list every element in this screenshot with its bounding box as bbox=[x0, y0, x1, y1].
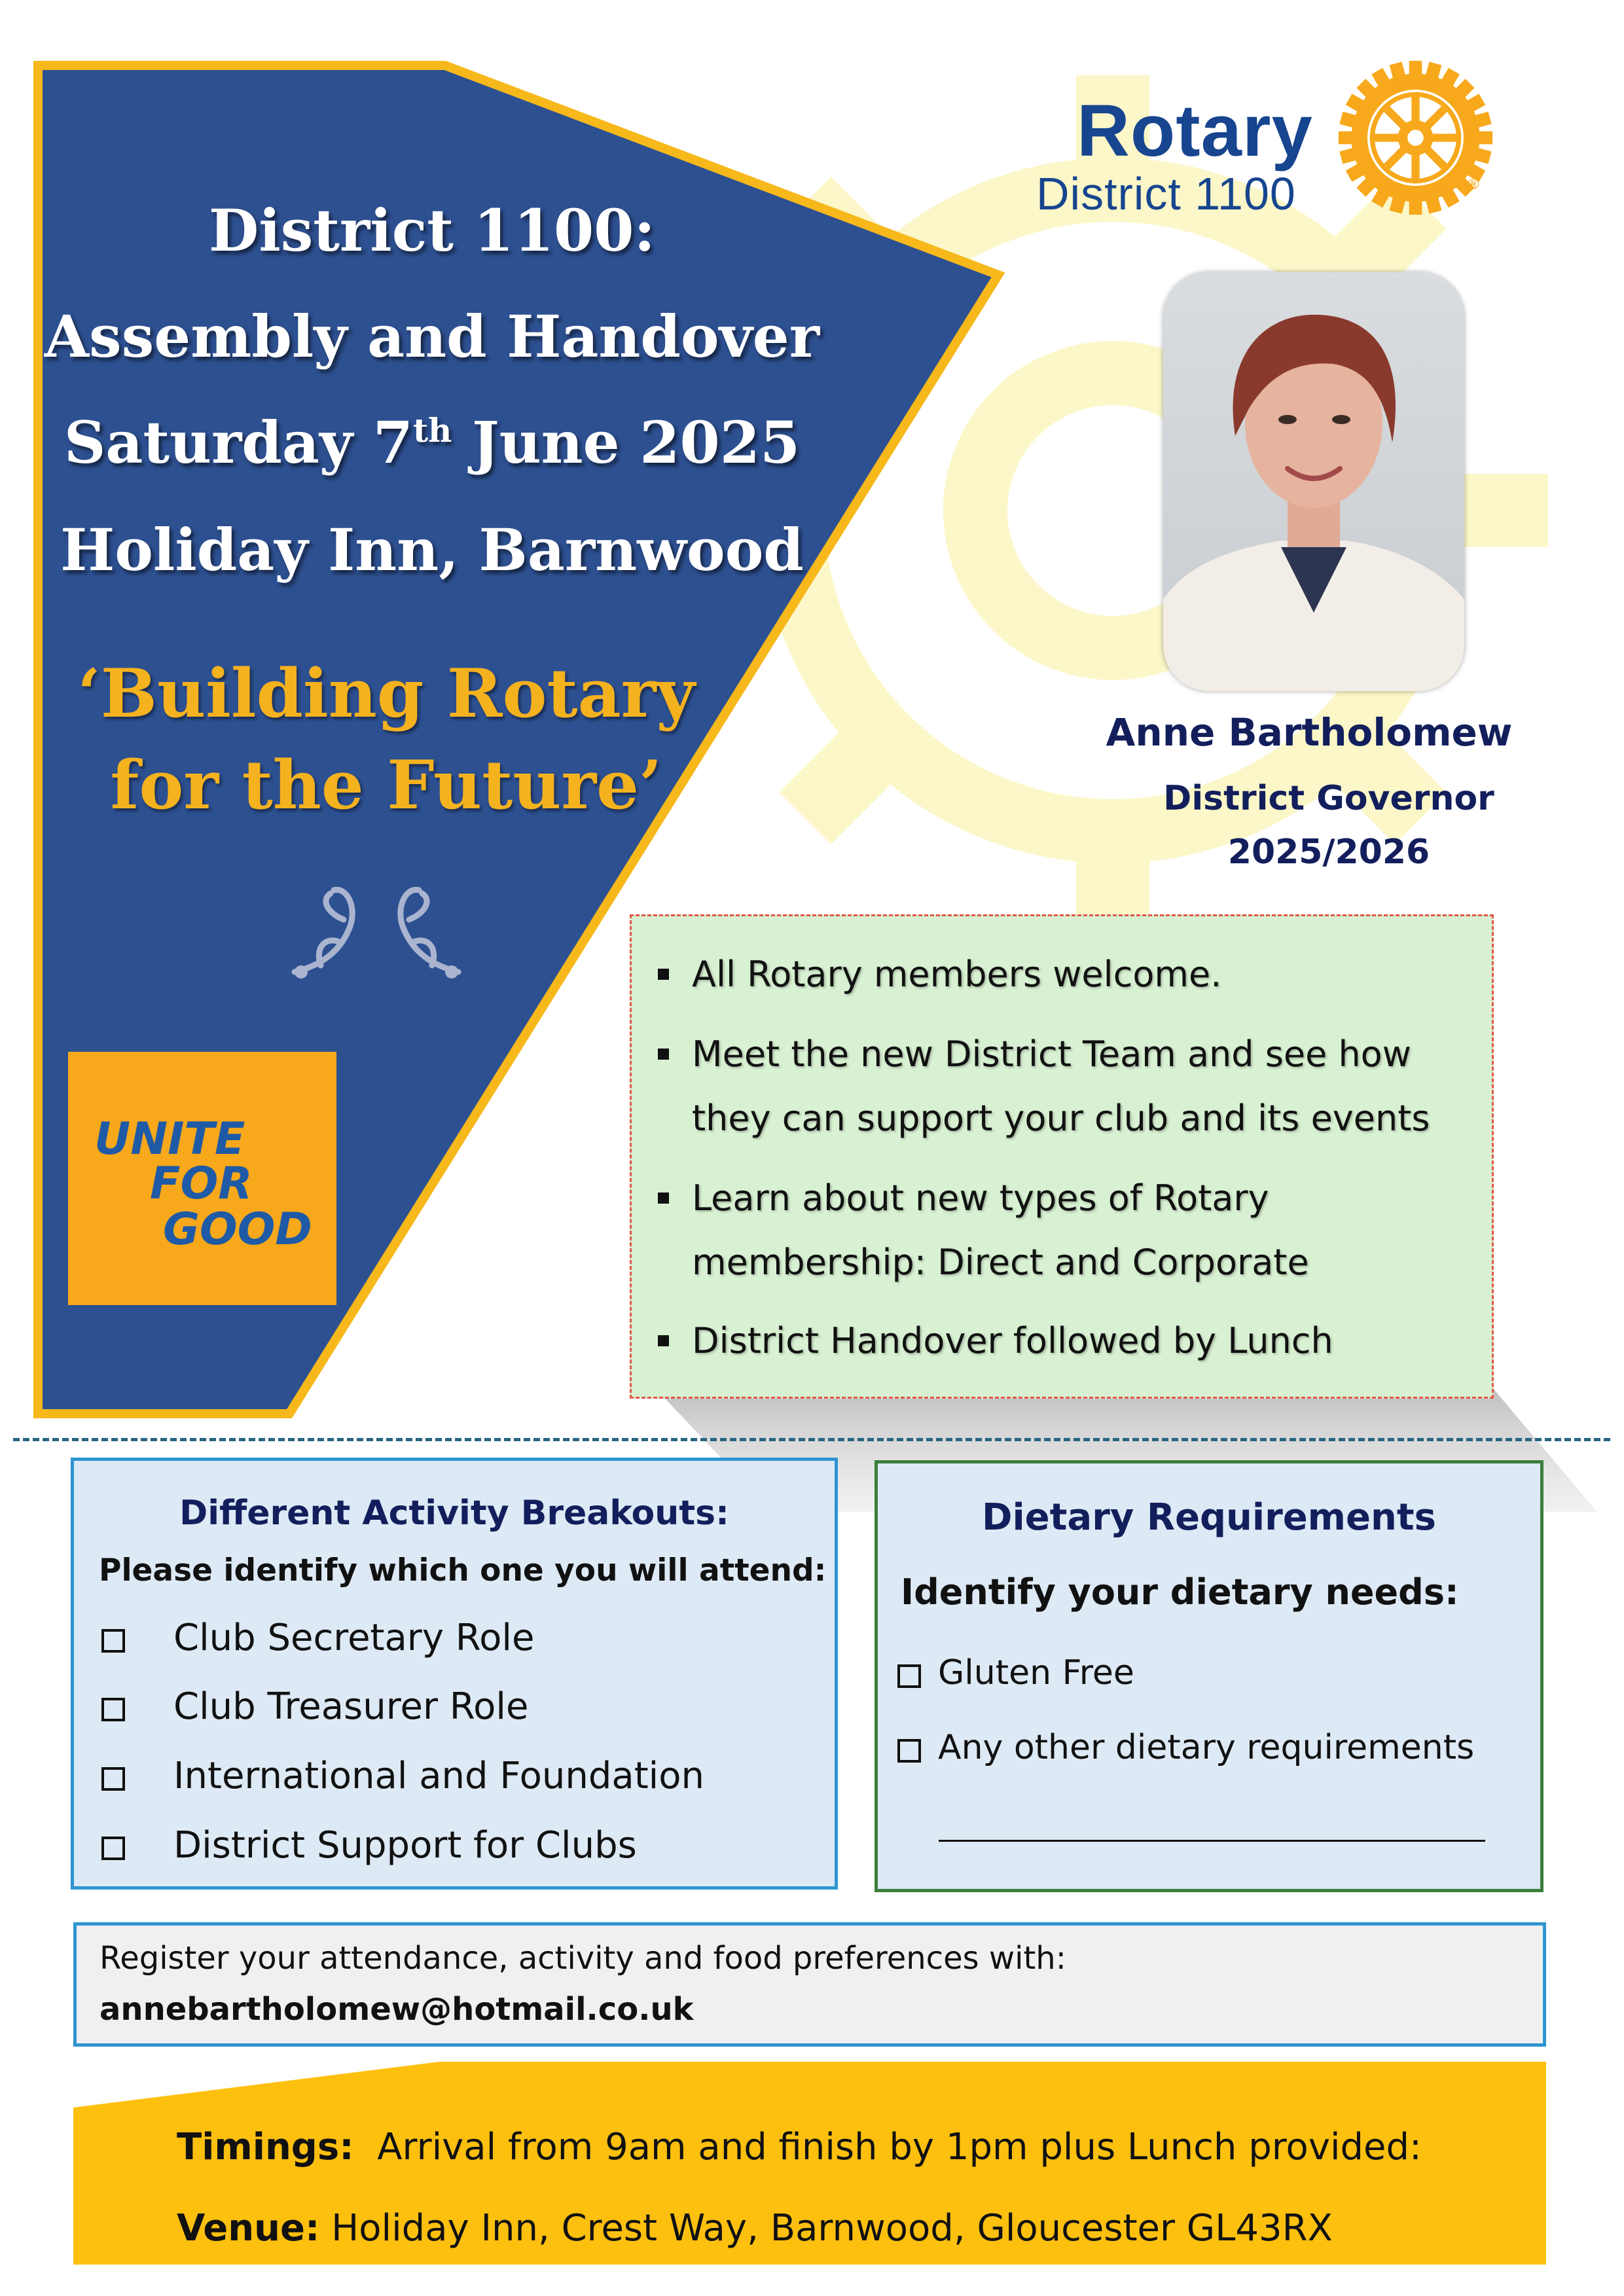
for-text: FOR bbox=[150, 1158, 253, 1210]
highlight-item: Learn about new types of Rotary membership: Direct and Corporate bbox=[692, 1166, 1484, 1295]
unite-text: UNITE bbox=[94, 1113, 245, 1165]
governor-portrait bbox=[1163, 272, 1464, 691]
activity-option: International and Foundation bbox=[173, 1755, 704, 1797]
flourish-ornament-icon bbox=[281, 874, 471, 988]
event-title-line1: District 1100: bbox=[209, 196, 655, 264]
register-box bbox=[73, 1922, 1546, 2047]
rotary-logo-district: District 1100 bbox=[1036, 168, 1296, 219]
unite-for-good-badge bbox=[68, 1052, 336, 1305]
good-text: GOOD bbox=[163, 1204, 312, 1255]
dietary-checkbox[interactable] bbox=[897, 1664, 921, 1688]
registered-mark: ® bbox=[1466, 177, 1481, 193]
highlight-item: Meet the new District Team and see how they can support your club and its events bbox=[692, 1022, 1484, 1151]
event-venue: Holiday Inn, Barnwood bbox=[60, 516, 804, 584]
rotary-wheel-icon bbox=[1335, 58, 1496, 218]
highlight-item: All Rotary members welcome. bbox=[692, 942, 1484, 1007]
timings-line: Timings: Arrival from 9am and finish by 1pm plus Lunch provided: bbox=[177, 2126, 1422, 2168]
dietary-checkbox[interactable] bbox=[897, 1739, 921, 1763]
theme-line1: ‘Building Rotary bbox=[77, 655, 695, 733]
governor-term: 2025/2026 bbox=[1227, 833, 1430, 872]
activity-option: Club Treasurer Role bbox=[173, 1685, 529, 1728]
rotary-logo-wordmark: Rotary bbox=[1077, 90, 1313, 171]
wheel-text-top: ROTARY bbox=[1393, 80, 1438, 93]
dietary-option: Gluten Free bbox=[938, 1653, 1134, 1693]
event-date: Saturday 7th June 2025 bbox=[63, 408, 801, 476]
activity-title: Different Activity Breakouts: bbox=[179, 1494, 729, 1533]
register-email-link[interactable]: annebartholomew@hotmail.co.uk bbox=[99, 1991, 694, 2028]
activity-checkbox[interactable] bbox=[101, 1837, 125, 1860]
timings-footer bbox=[73, 2062, 1546, 2265]
section-divider bbox=[13, 1438, 1610, 1441]
dietary-option: Any other dietary requirements bbox=[938, 1728, 1475, 1767]
register-text: Register your attendance, activity and food preferences with: bbox=[99, 1940, 1066, 1977]
highlights-box bbox=[630, 914, 1494, 1399]
governor-title: District Governor bbox=[1163, 779, 1494, 818]
activity-option: Club Secretary Role bbox=[173, 1617, 535, 1659]
dietary-title: Dietary Requirements bbox=[982, 1496, 1436, 1539]
activity-option: District Support for Clubs bbox=[173, 1824, 637, 1867]
theme-line2: for the Future’ bbox=[110, 746, 662, 825]
activity-checkbox[interactable] bbox=[101, 1629, 125, 1653]
wheel-text-bottom: INTERNATIONAL bbox=[1377, 187, 1454, 198]
dietary-subtitle: Identify your dietary needs: bbox=[901, 1571, 1459, 1613]
event-title-line2: Assembly and Handover bbox=[44, 302, 820, 370]
highlight-item: District Handover followed by Lunch bbox=[692, 1309, 1484, 1373]
activity-checkbox[interactable] bbox=[101, 1698, 125, 1721]
governor-name: Anne Bartholomew bbox=[1106, 710, 1513, 755]
dietary-requirements-box bbox=[875, 1460, 1543, 1892]
venue-line: Venue: Holiday Inn, Crest Way, Barnwood, Gloucester GL43RX bbox=[177, 2207, 1333, 2250]
activity-breakouts-box bbox=[71, 1458, 838, 1890]
activity-checkbox[interactable] bbox=[101, 1767, 125, 1791]
activity-subtitle: Please identify which one you will attend: bbox=[99, 1552, 827, 1588]
dietary-details-line[interactable] bbox=[939, 1840, 1485, 1842]
